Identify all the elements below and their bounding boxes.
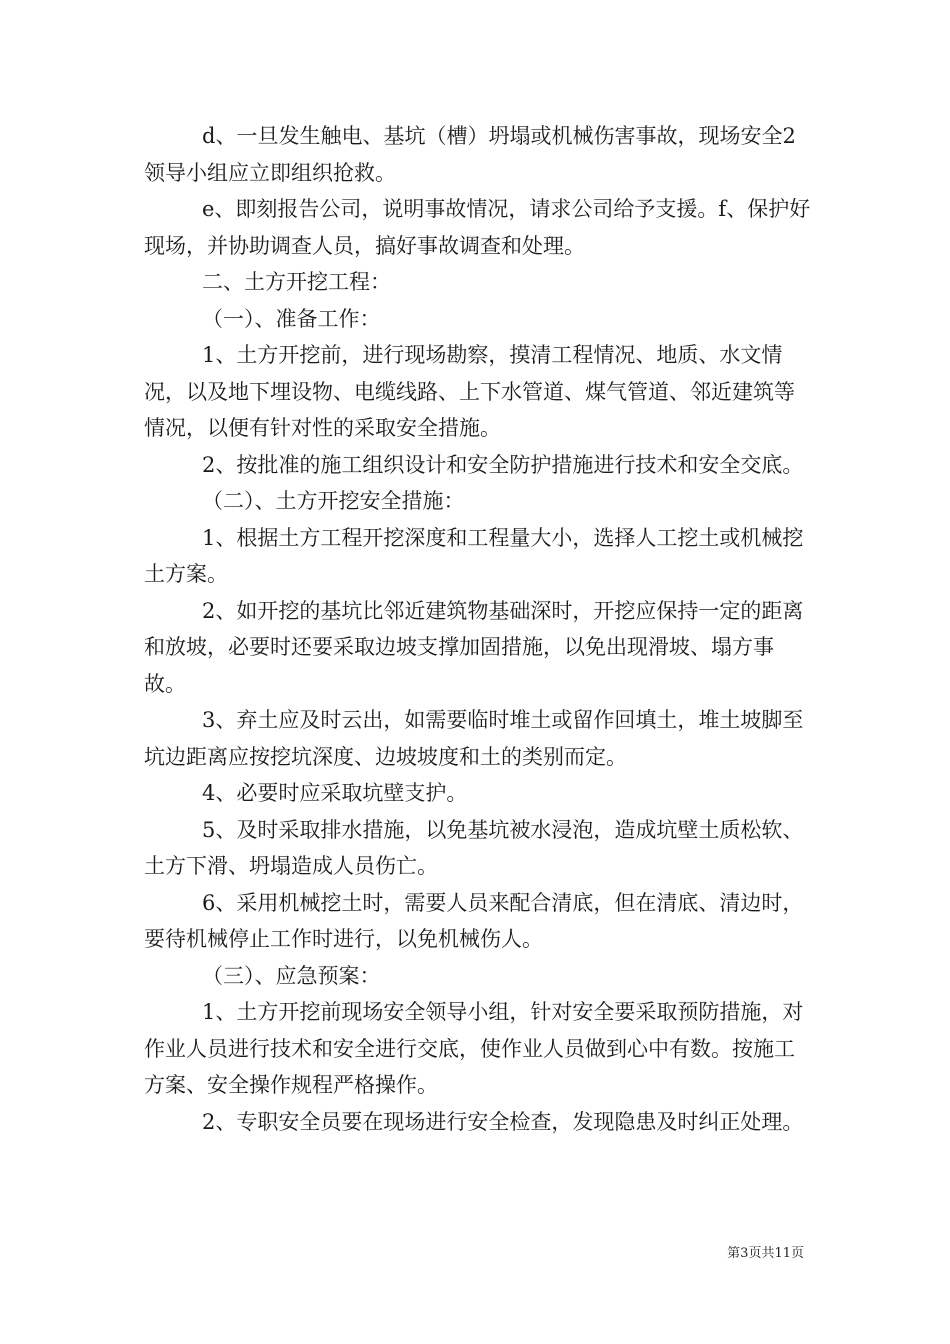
paragraph-wall-support: 4、必要时应采取坑壁支护。 (202, 781, 468, 805)
section-heading-earthwork: 二、土方开挖工程： (202, 270, 391, 294)
subsection-heading-safety-measures: （二）、土方开挖安全措施： (202, 489, 465, 513)
paragraph-excavation-method: 1、根据土方工程开挖深度和工程量大小，选择人工挖土或机械挖土方案。 (144, 525, 804, 586)
paragraph-safety-inspection: 2、专职安全员要在现场进行安全检查，发现隐患及时纠正处理。 (202, 1109, 804, 1134)
paragraph-technical-briefing: 2、按批准的施工组织设计和安全防护措施进行技术和安全交底。 (202, 452, 804, 477)
paragraph-site-survey: 1、土方开挖前，进行现场勘察，摸清工程情况、地质、水文情况，以及地下埋设物、电缆线路、上下水管道、煤气管道、邻近建筑等情况，以便有针对性的采取安全措施。 (144, 343, 795, 440)
paragraph-slope-support: 2、如开挖的基坑比邻近建筑物基础深时，开挖应保持一定的距离和放坡，必要时还要采取边坡支撑加固措施，以免出现滑坡、塌方事故。 (144, 598, 804, 696)
paragraph-report-company: e、即刻报告公司，说明事故情况，请求公司给予支援。f、保护好现场，并协助调查人员，搞好事故调查和处理。 (144, 197, 811, 258)
subsection-heading-preparation: （一）、准备工作： (202, 306, 381, 331)
subsection-heading-emergency-plan: （三）、应急预案： (202, 963, 381, 988)
paragraph-machine-excavation: 6、采用机械挖土时，需要人员来配合清底，但在清底、清边时，要待机械停止工作时进行，以免机械伤人。 (144, 890, 804, 951)
paragraph-prevention: 1、土方开挖前现场安全领导小组，针对安全要采取预防措施，对作业人员进行技术和安全进行交底，使作业人员做到心中有数。按施工方案、安全操作规程严格操作。 (144, 1000, 804, 1097)
paragraph-spoil-disposal: 3、弃土应及时云出，如需要临时堆土或留作回填土，堆土坡脚至坑边距离应按挖坑深度、边坡坡度和土的类别而定。 (144, 708, 804, 769)
paragraph-accident-rescue: d、一旦发生触电、基坑（槽）坍塌或机械伤害事故，现场安全2领导小组应立即组织抢救。 (144, 124, 796, 185)
page-number: 第3页共11页 (727, 1246, 804, 1261)
paragraph-drainage: 5、及时采取排水措施，以免基坑被水浸泡，造成坑壁土质松软、土方下滑、坍塌造成人员伤亡。 (144, 817, 804, 878)
document-body (144, 118, 814, 1140)
